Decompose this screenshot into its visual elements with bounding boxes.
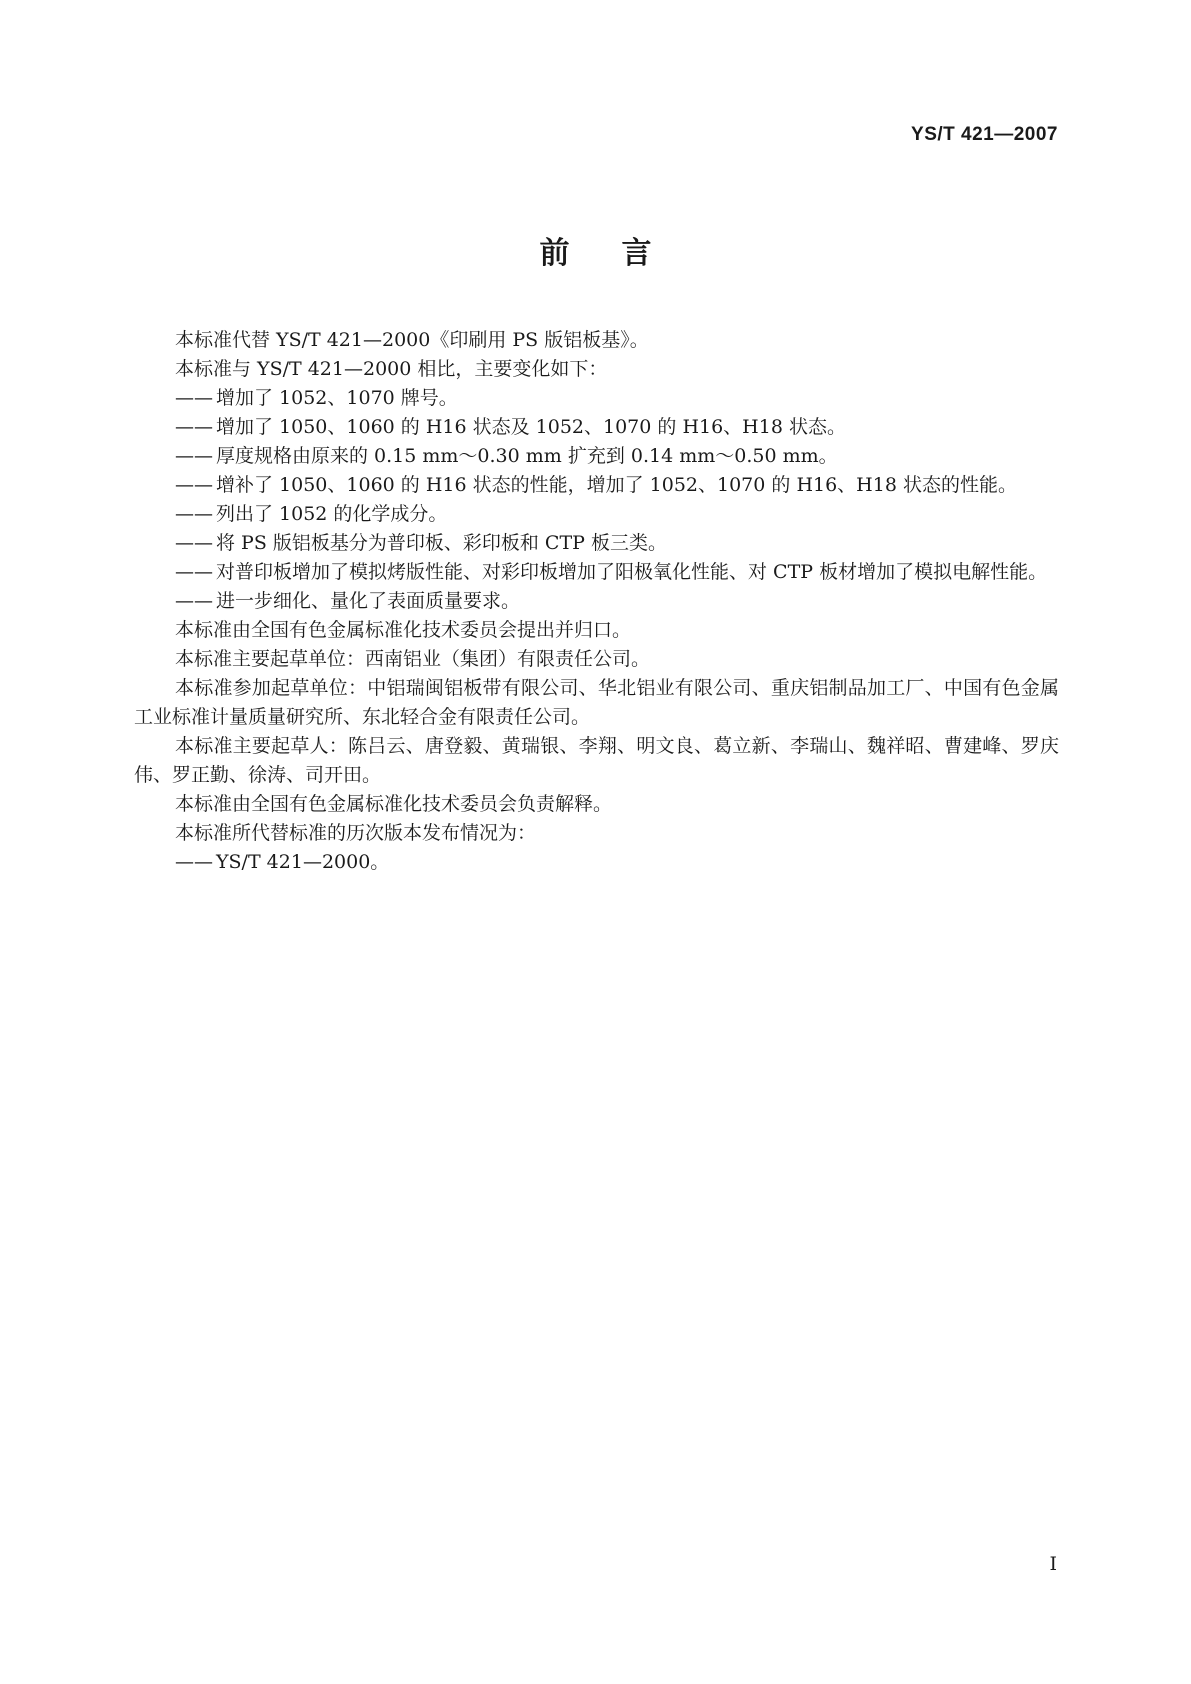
change-item: [175, 529, 1059, 558]
paragraph-participating-units: 本标准参加起草单位：中铝瑞闽铝板带有限公司、华北铝业有限公司、重庆铝制品加工厂、中国有色金属工业标准计量质量研究所、东北轻合金有限责任公司。: [134, 677, 1059, 728]
paragraph-replaces: 本标准代替 YS/T 421—2000《印刷用 PS 版铝板基》。: [175, 329, 649, 351]
change-item: [175, 587, 1059, 616]
paragraph-history-intro: 本标准所代替标准的历次版本发布情况为：: [175, 822, 537, 844]
page-title: 前言: [539, 236, 704, 271]
dash-mark: ——: [175, 532, 213, 554]
dash-mark: ——: [175, 416, 213, 438]
change-item-text: 对普印板增加了模拟烤版性能、对彩印板增加了阳极氧化性能、对 CTP 板材增加了模拟电解性能。: [216, 561, 1048, 583]
change-item: [175, 413, 1059, 442]
change-item-text: 厚度规格由原来的 0.15 mm～0.30 mm 扩充到 0.14 mm～0.50 mm。: [216, 445, 838, 467]
dash-mark: ——: [175, 851, 213, 873]
dash-mark: ——: [175, 590, 213, 612]
paragraph-interpretation: 本标准由全国有色金属标准化技术委员会负责解释。: [175, 793, 613, 815]
change-item-text: 将 PS 版铝板基分为普印板、彩印板和 CTP 板三类。: [216, 532, 667, 554]
history-item-text: YS/T 421—2000。: [216, 851, 390, 873]
dash-mark: ——: [175, 387, 213, 409]
paragraph-drafters: 本标准主要起草人：陈吕云、唐登毅、黄瑞银、李翔、明文良、葛立新、李瑞山、魏祥昭、曹建峰、罗庆伟、罗正勤、徐涛、司开田。: [134, 735, 1059, 786]
foreword-body: [134, 326, 1059, 877]
dash-mark: ——: [175, 503, 213, 525]
history-item: [175, 848, 1059, 877]
page-number: I: [1049, 1553, 1057, 1575]
dash-mark: ——: [175, 561, 213, 583]
paragraph-changes-intro: 本标准与 YS/T 421—2000 相比，主要变化如下：: [175, 358, 608, 380]
change-item: [175, 471, 1059, 500]
change-item-text: 列出了 1052 的化学成分。: [216, 503, 448, 525]
standard-code: YS/T 421—2007: [911, 124, 1058, 145]
change-item-text: 增加了 1050、1060 的 H16 状态及 1052、1070 的 H16、H18 状态。: [216, 416, 846, 438]
dash-mark: ——: [175, 474, 213, 496]
paragraph-proposer: 本标准由全国有色金属标准化技术委员会提出并归口。: [175, 619, 632, 641]
change-item: [175, 442, 1059, 471]
change-item: [175, 384, 1059, 413]
change-item: [175, 558, 1059, 587]
change-item-text: 增加了 1052、1070 牌号。: [216, 387, 458, 409]
change-item-text: 增补了 1050、1060 的 H16 状态的性能，增加了 1052、1070 的 H16、H18 状态的性能。: [216, 474, 1017, 496]
change-item-text: 进一步细化、量化了表面质量要求。: [216, 590, 521, 612]
paragraph-main-drafting-unit: 本标准主要起草单位：西南铝业（集团）有限责任公司。: [175, 648, 651, 670]
dash-mark: ——: [175, 445, 213, 467]
change-item: [175, 500, 1059, 529]
